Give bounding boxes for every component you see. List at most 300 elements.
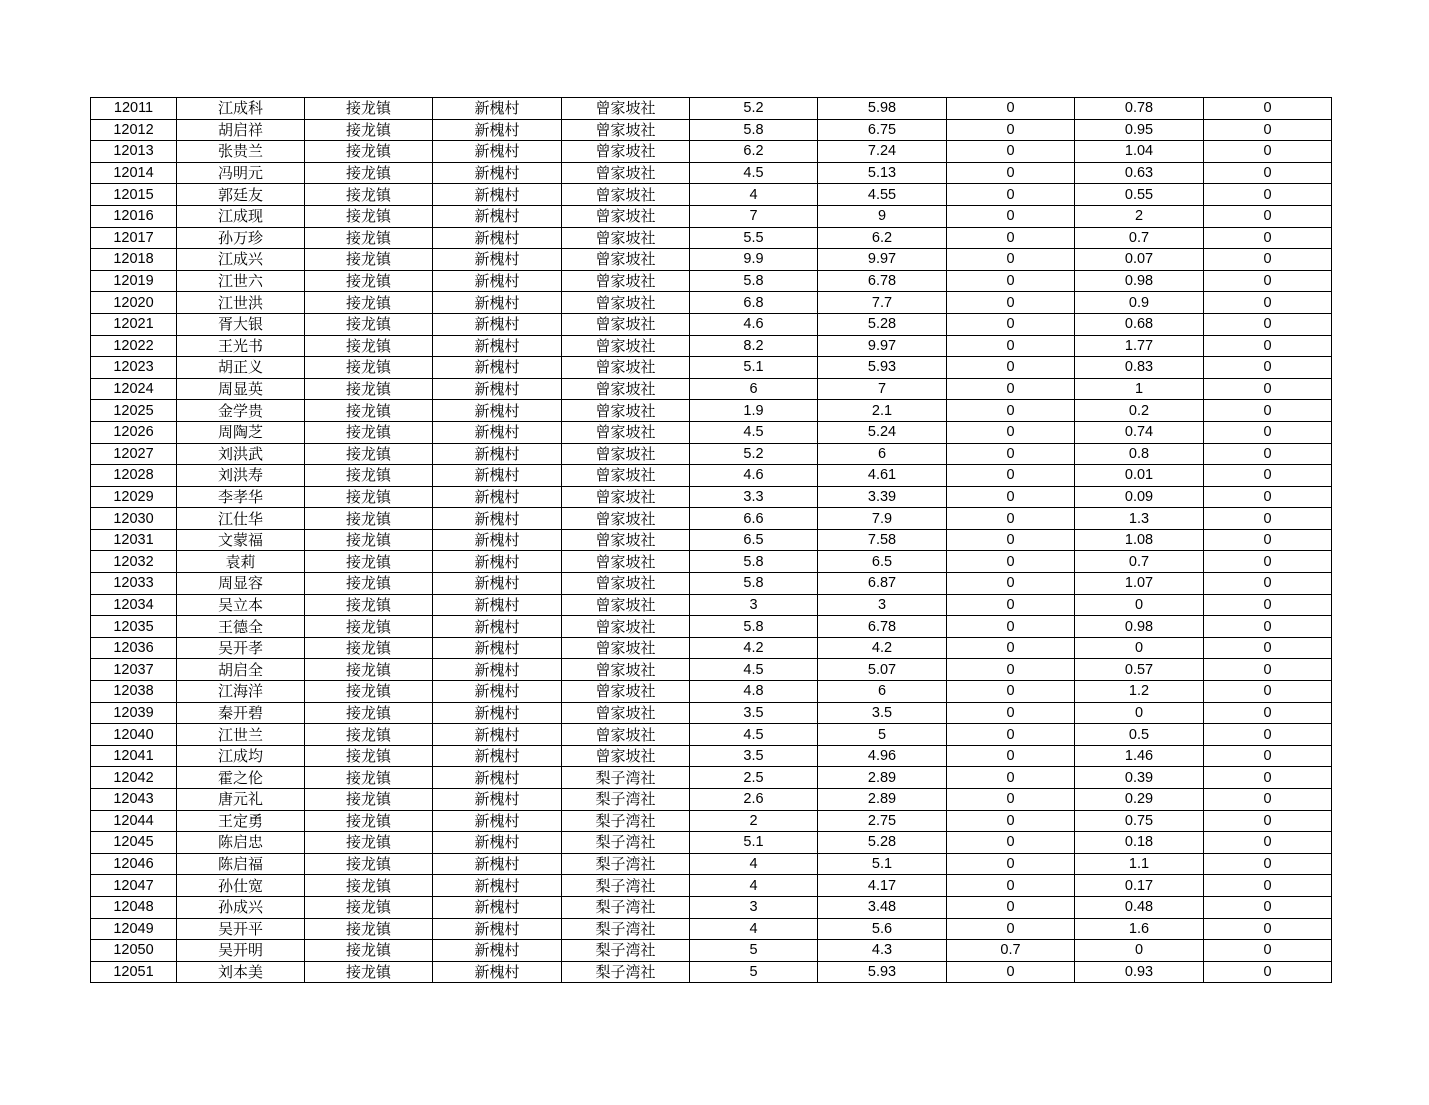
value-d-cell: 1.08 xyxy=(1075,529,1204,551)
value-d-cell: 0.68 xyxy=(1075,313,1204,335)
town-cell: 接龙镇 xyxy=(305,443,433,465)
person-name-cell: 江成科 xyxy=(177,98,305,120)
group-cell: 曾家坡社 xyxy=(562,335,690,357)
row-id-cell: 12035 xyxy=(91,616,177,638)
value-c-cell: 0.7 xyxy=(947,940,1075,962)
person-name-cell: 吴开平 xyxy=(177,918,305,940)
town-cell: 接龙镇 xyxy=(305,400,433,422)
value-c-cell: 0 xyxy=(947,119,1075,141)
village-cell: 新槐村 xyxy=(433,357,562,379)
group-cell: 梨子湾社 xyxy=(562,810,690,832)
value-d-cell: 0 xyxy=(1075,594,1204,616)
town-cell: 接龙镇 xyxy=(305,724,433,746)
group-cell: 曾家坡社 xyxy=(562,702,690,724)
row-id-cell: 12042 xyxy=(91,767,177,789)
value-e-cell: 0 xyxy=(1204,292,1332,314)
value-e-cell: 0 xyxy=(1204,227,1332,249)
table-row xyxy=(91,508,1332,530)
value-d-cell: 0.07 xyxy=(1075,249,1204,271)
group-cell: 曾家坡社 xyxy=(562,227,690,249)
value-a-cell: 8.2 xyxy=(690,335,818,357)
value-e-cell: 0 xyxy=(1204,508,1332,530)
value-b-cell: 5.1 xyxy=(818,853,947,875)
value-b-cell: 4.2 xyxy=(818,637,947,659)
value-a-cell: 5.8 xyxy=(690,616,818,638)
village-cell: 新槐村 xyxy=(433,313,562,335)
person-name-cell: 王德全 xyxy=(177,616,305,638)
person-name-cell: 孙仕宽 xyxy=(177,875,305,897)
row-id-cell: 12040 xyxy=(91,724,177,746)
village-cell: 新槐村 xyxy=(433,227,562,249)
value-e-cell: 0 xyxy=(1204,378,1332,400)
group-cell: 梨子湾社 xyxy=(562,918,690,940)
row-id-cell: 12015 xyxy=(91,184,177,206)
value-b-cell: 2.1 xyxy=(818,400,947,422)
value-d-cell: 2 xyxy=(1075,205,1204,227)
value-e-cell: 0 xyxy=(1204,141,1332,163)
row-id-cell: 12013 xyxy=(91,141,177,163)
table-row xyxy=(91,875,1332,897)
value-c-cell: 0 xyxy=(947,637,1075,659)
village-cell: 新槐村 xyxy=(433,616,562,638)
group-cell: 曾家坡社 xyxy=(562,249,690,271)
value-d-cell: 0.2 xyxy=(1075,400,1204,422)
value-a-cell: 2.5 xyxy=(690,767,818,789)
row-id-cell: 12046 xyxy=(91,853,177,875)
town-cell: 接龙镇 xyxy=(305,832,433,854)
town-cell: 接龙镇 xyxy=(305,357,433,379)
person-name-cell: 王定勇 xyxy=(177,810,305,832)
town-cell: 接龙镇 xyxy=(305,702,433,724)
value-c-cell: 0 xyxy=(947,465,1075,487)
town-cell: 接龙镇 xyxy=(305,508,433,530)
person-name-cell: 吴开孝 xyxy=(177,637,305,659)
group-cell: 梨子湾社 xyxy=(562,832,690,854)
value-e-cell: 0 xyxy=(1204,486,1332,508)
value-c-cell: 0 xyxy=(947,681,1075,703)
value-a-cell: 5.2 xyxy=(690,443,818,465)
value-c-cell: 0 xyxy=(947,400,1075,422)
value-a-cell: 4 xyxy=(690,875,818,897)
value-b-cell: 2.89 xyxy=(818,789,947,811)
value-e-cell: 0 xyxy=(1204,551,1332,573)
village-cell: 新槐村 xyxy=(433,594,562,616)
value-d-cell: 0 xyxy=(1075,940,1204,962)
row-id-cell: 12031 xyxy=(91,529,177,551)
value-d-cell: 0.29 xyxy=(1075,789,1204,811)
value-d-cell: 1.3 xyxy=(1075,508,1204,530)
value-d-cell: 0.98 xyxy=(1075,270,1204,292)
row-id-cell: 12045 xyxy=(91,832,177,854)
table-row xyxy=(91,443,1332,465)
town-cell: 接龙镇 xyxy=(305,184,433,206)
group-cell: 曾家坡社 xyxy=(562,98,690,120)
value-e-cell: 0 xyxy=(1204,573,1332,595)
table-row xyxy=(91,292,1332,314)
village-cell: 新槐村 xyxy=(433,896,562,918)
value-d-cell: 0.74 xyxy=(1075,421,1204,443)
row-id-cell: 12047 xyxy=(91,875,177,897)
value-c-cell: 0 xyxy=(947,184,1075,206)
village-cell: 新槐村 xyxy=(433,249,562,271)
table-row xyxy=(91,357,1332,379)
village-cell: 新槐村 xyxy=(433,681,562,703)
value-d-cell: 1.77 xyxy=(1075,335,1204,357)
value-e-cell: 0 xyxy=(1204,119,1332,141)
value-b-cell: 9.97 xyxy=(818,335,947,357)
town-cell: 接龙镇 xyxy=(305,810,433,832)
value-e-cell: 0 xyxy=(1204,313,1332,335)
value-e-cell: 0 xyxy=(1204,205,1332,227)
row-id-cell: 12032 xyxy=(91,551,177,573)
table-row xyxy=(91,918,1332,940)
person-name-cell: 周显容 xyxy=(177,573,305,595)
group-cell: 曾家坡社 xyxy=(562,400,690,422)
value-d-cell: 0 xyxy=(1075,702,1204,724)
value-a-cell: 3 xyxy=(690,594,818,616)
value-a-cell: 5.1 xyxy=(690,357,818,379)
town-cell: 接龙镇 xyxy=(305,551,433,573)
value-b-cell: 2.75 xyxy=(818,810,947,832)
value-c-cell: 0 xyxy=(947,810,1075,832)
value-a-cell: 4.5 xyxy=(690,659,818,681)
value-c-cell: 0 xyxy=(947,357,1075,379)
row-id-cell: 12033 xyxy=(91,573,177,595)
value-c-cell: 0 xyxy=(947,486,1075,508)
village-cell: 新槐村 xyxy=(433,659,562,681)
town-cell: 接龙镇 xyxy=(305,98,433,120)
value-d-cell: 0.63 xyxy=(1075,162,1204,184)
value-a-cell: 9.9 xyxy=(690,249,818,271)
town-cell: 接龙镇 xyxy=(305,335,433,357)
value-b-cell: 6.87 xyxy=(818,573,947,595)
value-d-cell: 1.04 xyxy=(1075,141,1204,163)
value-d-cell: 0.01 xyxy=(1075,465,1204,487)
value-c-cell: 0 xyxy=(947,443,1075,465)
value-e-cell: 0 xyxy=(1204,594,1332,616)
value-d-cell: 1.07 xyxy=(1075,573,1204,595)
value-a-cell: 4.6 xyxy=(690,465,818,487)
group-cell: 梨子湾社 xyxy=(562,767,690,789)
value-b-cell: 5.07 xyxy=(818,659,947,681)
value-d-cell: 1.6 xyxy=(1075,918,1204,940)
person-name-cell: 袁莉 xyxy=(177,551,305,573)
value-a-cell: 4.5 xyxy=(690,421,818,443)
row-id-cell: 12027 xyxy=(91,443,177,465)
group-cell: 曾家坡社 xyxy=(562,681,690,703)
value-e-cell: 0 xyxy=(1204,832,1332,854)
value-d-cell: 0.55 xyxy=(1075,184,1204,206)
table-row xyxy=(91,421,1332,443)
row-id-cell: 12029 xyxy=(91,486,177,508)
value-c-cell: 0 xyxy=(947,724,1075,746)
value-b-cell: 2.89 xyxy=(818,767,947,789)
table-row xyxy=(91,594,1332,616)
person-name-cell: 江成现 xyxy=(177,205,305,227)
group-cell: 曾家坡社 xyxy=(562,357,690,379)
value-a-cell: 6.6 xyxy=(690,508,818,530)
value-c-cell: 0 xyxy=(947,335,1075,357)
group-cell: 曾家坡社 xyxy=(562,313,690,335)
village-cell: 新槐村 xyxy=(433,724,562,746)
village-cell: 新槐村 xyxy=(433,486,562,508)
village-cell: 新槐村 xyxy=(433,270,562,292)
value-c-cell: 0 xyxy=(947,594,1075,616)
row-id-cell: 12038 xyxy=(91,681,177,703)
town-cell: 接龙镇 xyxy=(305,249,433,271)
town-cell: 接龙镇 xyxy=(305,141,433,163)
row-id-cell: 12025 xyxy=(91,400,177,422)
town-cell: 接龙镇 xyxy=(305,789,433,811)
person-name-cell: 胡启祥 xyxy=(177,119,305,141)
value-d-cell: 0.93 xyxy=(1075,961,1204,983)
table-row xyxy=(91,335,1332,357)
value-d-cell: 0.5 xyxy=(1075,724,1204,746)
village-cell: 新槐村 xyxy=(433,508,562,530)
row-id-cell: 12044 xyxy=(91,810,177,832)
value-b-cell: 7.9 xyxy=(818,508,947,530)
value-d-cell: 0 xyxy=(1075,637,1204,659)
value-d-cell: 0.57 xyxy=(1075,659,1204,681)
group-cell: 曾家坡社 xyxy=(562,724,690,746)
person-name-cell: 胡启全 xyxy=(177,659,305,681)
person-name-cell: 吴开明 xyxy=(177,940,305,962)
value-a-cell: 6.8 xyxy=(690,292,818,314)
value-d-cell: 1.2 xyxy=(1075,681,1204,703)
row-id-cell: 12030 xyxy=(91,508,177,530)
value-b-cell: 7.7 xyxy=(818,292,947,314)
person-name-cell: 唐元礼 xyxy=(177,789,305,811)
value-e-cell: 0 xyxy=(1204,249,1332,271)
village-cell: 新槐村 xyxy=(433,767,562,789)
village-cell: 新槐村 xyxy=(433,961,562,983)
value-b-cell: 6.78 xyxy=(818,270,947,292)
value-b-cell: 4.17 xyxy=(818,875,947,897)
table-row xyxy=(91,529,1332,551)
value-b-cell: 7 xyxy=(818,378,947,400)
village-cell: 新槐村 xyxy=(433,551,562,573)
value-e-cell: 0 xyxy=(1204,745,1332,767)
value-b-cell: 9.97 xyxy=(818,249,947,271)
value-b-cell: 5.93 xyxy=(818,961,947,983)
group-cell: 梨子湾社 xyxy=(562,875,690,897)
value-a-cell: 5.8 xyxy=(690,573,818,595)
value-d-cell: 0.75 xyxy=(1075,810,1204,832)
table-row xyxy=(91,659,1332,681)
value-c-cell: 0 xyxy=(947,573,1075,595)
value-c-cell: 0 xyxy=(947,162,1075,184)
value-c-cell: 0 xyxy=(947,270,1075,292)
person-name-cell: 冯明元 xyxy=(177,162,305,184)
person-name-cell: 陈启福 xyxy=(177,853,305,875)
row-id-cell: 12014 xyxy=(91,162,177,184)
village-cell: 新槐村 xyxy=(433,637,562,659)
table-row xyxy=(91,767,1332,789)
town-cell: 接龙镇 xyxy=(305,486,433,508)
town-cell: 接龙镇 xyxy=(305,918,433,940)
value-a-cell: 6.2 xyxy=(690,141,818,163)
value-b-cell: 9 xyxy=(818,205,947,227)
value-a-cell: 7 xyxy=(690,205,818,227)
group-cell: 曾家坡社 xyxy=(562,551,690,573)
group-cell: 曾家坡社 xyxy=(562,486,690,508)
town-cell: 接龙镇 xyxy=(305,940,433,962)
village-cell: 新槐村 xyxy=(433,875,562,897)
table-row xyxy=(91,313,1332,335)
value-c-cell: 0 xyxy=(947,918,1075,940)
row-id-cell: 12039 xyxy=(91,702,177,724)
value-a-cell: 1.9 xyxy=(690,400,818,422)
value-b-cell: 5.28 xyxy=(818,313,947,335)
row-id-cell: 12016 xyxy=(91,205,177,227)
row-id-cell: 12020 xyxy=(91,292,177,314)
town-cell: 接龙镇 xyxy=(305,637,433,659)
row-id-cell: 12024 xyxy=(91,378,177,400)
row-id-cell: 12021 xyxy=(91,313,177,335)
value-e-cell: 0 xyxy=(1204,659,1332,681)
person-name-cell: 胥大银 xyxy=(177,313,305,335)
person-name-cell: 刘洪寿 xyxy=(177,465,305,487)
person-name-cell: 王光书 xyxy=(177,335,305,357)
village-cell: 新槐村 xyxy=(433,465,562,487)
group-cell: 梨子湾社 xyxy=(562,961,690,983)
value-c-cell: 0 xyxy=(947,853,1075,875)
table-row xyxy=(91,961,1332,983)
value-e-cell: 0 xyxy=(1204,443,1332,465)
town-cell: 接龙镇 xyxy=(305,227,433,249)
village-cell: 新槐村 xyxy=(433,292,562,314)
value-a-cell: 3.5 xyxy=(690,745,818,767)
group-cell: 曾家坡社 xyxy=(562,616,690,638)
value-c-cell: 0 xyxy=(947,292,1075,314)
town-cell: 接龙镇 xyxy=(305,205,433,227)
group-cell: 梨子湾社 xyxy=(562,789,690,811)
value-c-cell: 0 xyxy=(947,702,1075,724)
group-cell: 梨子湾社 xyxy=(562,940,690,962)
value-a-cell: 4.8 xyxy=(690,681,818,703)
value-b-cell: 5.13 xyxy=(818,162,947,184)
value-a-cell: 2 xyxy=(690,810,818,832)
value-e-cell: 0 xyxy=(1204,637,1332,659)
value-a-cell: 2.6 xyxy=(690,789,818,811)
value-a-cell: 6 xyxy=(690,378,818,400)
town-cell: 接龙镇 xyxy=(305,421,433,443)
table-row xyxy=(91,616,1332,638)
table-row xyxy=(91,573,1332,595)
value-c-cell: 0 xyxy=(947,508,1075,530)
town-cell: 接龙镇 xyxy=(305,853,433,875)
group-cell: 曾家坡社 xyxy=(562,141,690,163)
value-e-cell: 0 xyxy=(1204,810,1332,832)
town-cell: 接龙镇 xyxy=(305,896,433,918)
table-row xyxy=(91,162,1332,184)
person-name-cell: 江仕华 xyxy=(177,508,305,530)
village-cell: 新槐村 xyxy=(433,940,562,962)
value-a-cell: 3 xyxy=(690,896,818,918)
village-cell: 新槐村 xyxy=(433,529,562,551)
value-a-cell: 4.5 xyxy=(690,724,818,746)
value-b-cell: 4.61 xyxy=(818,465,947,487)
table-row xyxy=(91,486,1332,508)
person-name-cell: 刘本美 xyxy=(177,961,305,983)
village-cell: 新槐村 xyxy=(433,745,562,767)
value-c-cell: 0 xyxy=(947,789,1075,811)
value-c-cell: 0 xyxy=(947,767,1075,789)
value-b-cell: 5.6 xyxy=(818,918,947,940)
value-b-cell: 7.58 xyxy=(818,529,947,551)
group-cell: 曾家坡社 xyxy=(562,184,690,206)
value-d-cell: 0.7 xyxy=(1075,551,1204,573)
value-a-cell: 5 xyxy=(690,961,818,983)
value-b-cell: 5.93 xyxy=(818,357,947,379)
value-c-cell: 0 xyxy=(947,551,1075,573)
table-row xyxy=(91,400,1332,422)
group-cell: 梨子湾社 xyxy=(562,853,690,875)
town-cell: 接龙镇 xyxy=(305,292,433,314)
value-d-cell: 1.1 xyxy=(1075,853,1204,875)
table-row xyxy=(91,205,1332,227)
table-row xyxy=(91,465,1332,487)
value-e-cell: 0 xyxy=(1204,918,1332,940)
group-cell: 曾家坡社 xyxy=(562,529,690,551)
village-cell: 新槐村 xyxy=(433,789,562,811)
town-cell: 接龙镇 xyxy=(305,465,433,487)
value-d-cell: 0.9 xyxy=(1075,292,1204,314)
value-a-cell: 5.2 xyxy=(690,98,818,120)
value-d-cell: 0.17 xyxy=(1075,875,1204,897)
town-cell: 接龙镇 xyxy=(305,767,433,789)
value-c-cell: 0 xyxy=(947,98,1075,120)
value-b-cell: 4.96 xyxy=(818,745,947,767)
value-a-cell: 4.6 xyxy=(690,313,818,335)
value-a-cell: 5.8 xyxy=(690,270,818,292)
value-c-cell: 0 xyxy=(947,659,1075,681)
table-row xyxy=(91,702,1332,724)
row-id-cell: 12043 xyxy=(91,789,177,811)
value-e-cell: 0 xyxy=(1204,702,1332,724)
village-cell: 新槐村 xyxy=(433,702,562,724)
town-cell: 接龙镇 xyxy=(305,681,433,703)
person-name-cell: 李孝华 xyxy=(177,486,305,508)
group-cell: 曾家坡社 xyxy=(562,637,690,659)
town-cell: 接龙镇 xyxy=(305,745,433,767)
group-cell: 梨子湾社 xyxy=(562,896,690,918)
person-name-cell: 陈启忠 xyxy=(177,832,305,854)
value-e-cell: 0 xyxy=(1204,162,1332,184)
value-c-cell: 0 xyxy=(947,832,1075,854)
person-name-cell: 江海洋 xyxy=(177,681,305,703)
town-cell: 接龙镇 xyxy=(305,529,433,551)
value-a-cell: 5 xyxy=(690,940,818,962)
value-a-cell: 5.8 xyxy=(690,119,818,141)
value-b-cell: 3.48 xyxy=(818,896,947,918)
value-e-cell: 0 xyxy=(1204,789,1332,811)
person-name-cell: 孙万珍 xyxy=(177,227,305,249)
value-d-cell: 1.46 xyxy=(1075,745,1204,767)
value-b-cell: 5.28 xyxy=(818,832,947,854)
table-row xyxy=(91,940,1332,962)
value-e-cell: 0 xyxy=(1204,357,1332,379)
person-name-cell: 吴立本 xyxy=(177,594,305,616)
person-name-cell: 金学贵 xyxy=(177,400,305,422)
value-b-cell: 6.2 xyxy=(818,227,947,249)
value-d-cell: 0.09 xyxy=(1075,486,1204,508)
town-cell: 接龙镇 xyxy=(305,616,433,638)
value-e-cell: 0 xyxy=(1204,184,1332,206)
village-cell: 新槐村 xyxy=(433,400,562,422)
group-cell: 曾家坡社 xyxy=(562,594,690,616)
row-id-cell: 12051 xyxy=(91,961,177,983)
